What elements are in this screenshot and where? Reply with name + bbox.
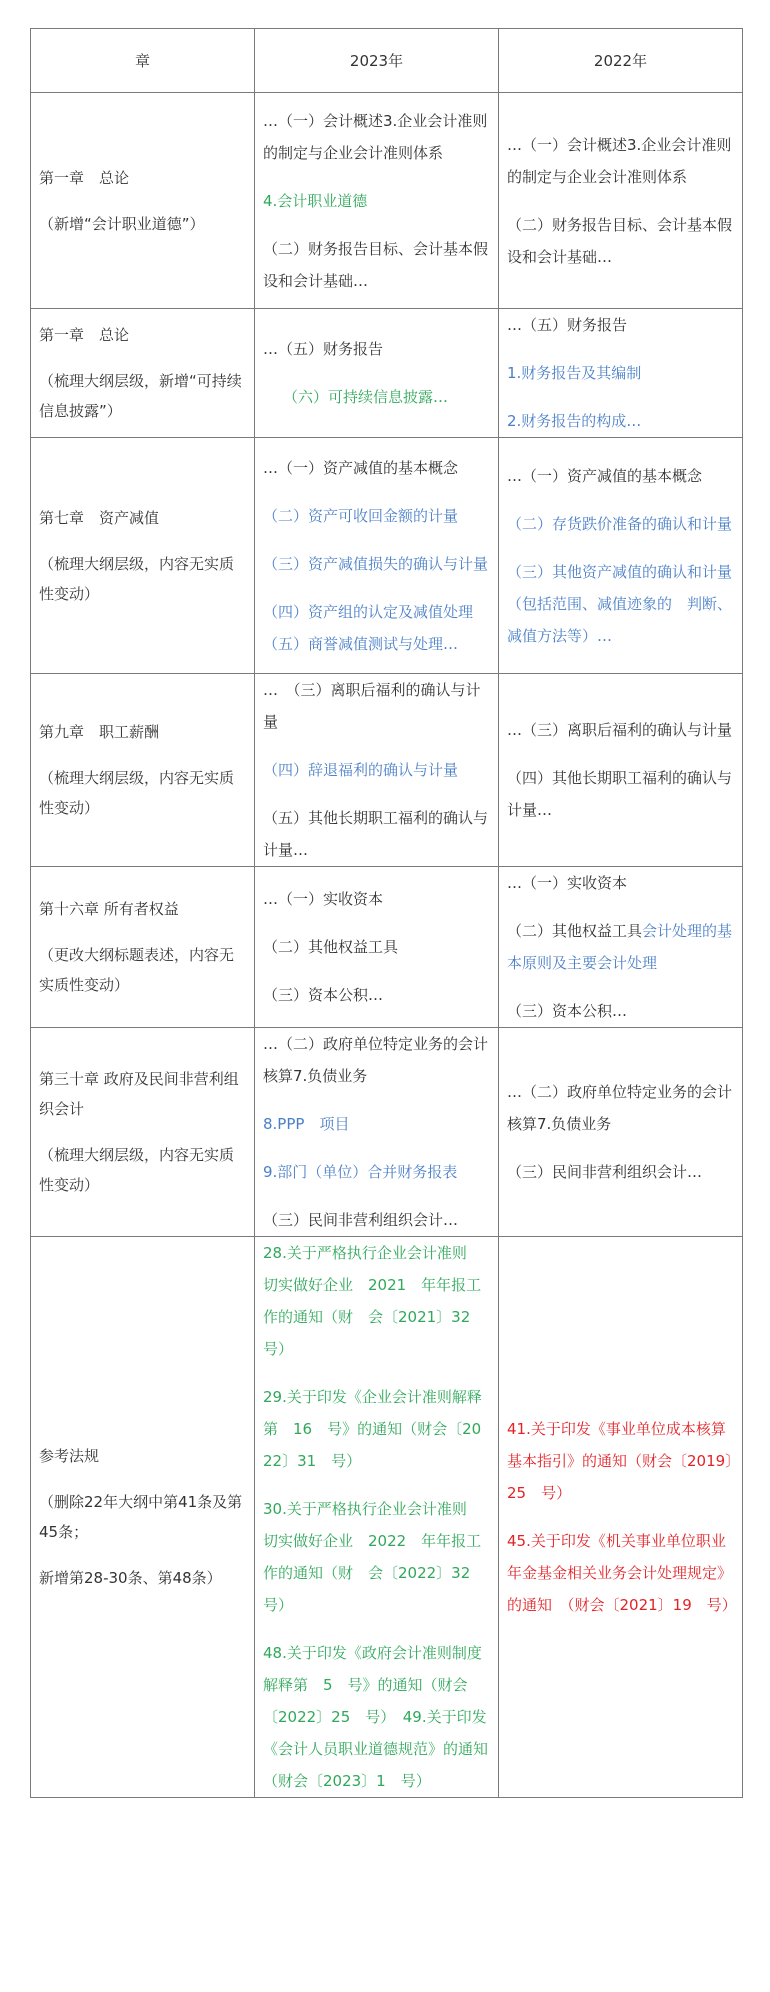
table-row [31,1237,743,1798]
chapter-cell [31,93,255,309]
spacer [39,1124,246,1140]
table-row [31,867,743,1028]
outline-item: 48.关于印发《政府会计准则制度解释第 5 号》的通知（财会〔2022〕25 号） 49.关于印发《会计人员职业道德规范》的通知（财会〔2023〕1 号） [263,1644,489,1790]
cell-2023 [255,93,499,309]
spacer [507,193,734,209]
chapter-note: （删除22年大纲中第41条及第45条； [39,1493,243,1541]
chapter-title: 第七章 资产减值 [39,508,160,527]
chapter-title: 第十六章 所有者权益 [39,900,179,918]
cell-2022 [499,93,743,309]
outline-item: （四）辞退福利的确认与计量 [263,761,459,779]
chapter-note: （更改大纲标题表述，内容无实质性变动） [39,946,235,994]
spacer [263,963,490,979]
chapter-cell [31,438,255,674]
outline-item: 28.关于严格执行企业会计准则 切实做好企业 2021 年年报工作的通知（财 会〔2021〕32 号） [263,1244,486,1358]
header-row [31,29,743,93]
outline-item-plain: （二）其他权益工具 [507,922,643,940]
header-chapter: 章 [31,29,255,93]
chapter-title: 第一章 总论 [39,326,130,344]
outline-item: …（五）财务报告 [263,340,384,358]
outline-item-highlight: 会计处理的基本原则及主要会计处理 [507,922,733,972]
outline-item: （三）其他资产减值的确认和计量（包括范围、减值迹象的 判断、减值方法等）… [507,562,733,645]
outline-item: …（一）资产减值的基本概念 [263,458,459,477]
outline-item: 29.关于印发《企业会计准则解释第 16 号》的通知（财会〔2022〕31 号） [263,1388,482,1470]
table-row [31,1028,743,1237]
outline-item: （二）其他权益工具 [263,938,399,956]
outline-item: …（三）离职后福利的确认与计量 [507,721,733,739]
spacer [39,1547,246,1563]
chapter-note: （梳理大纲层级，内容无实质性变动） [39,769,235,817]
spacer [39,747,246,763]
outline-item: （二）资产可收回金额的计量 [263,506,459,525]
spacer [507,1509,734,1525]
chapter-note: （梳理大纲层级，内容无实质性变动） [39,1146,235,1194]
outline-item: （六）可持续信息披露… [283,388,449,406]
spacer [263,169,490,185]
outline-item: …（一）实收资本 [507,874,628,892]
chapter-note: （新增“会计职业道德”） [39,214,205,233]
spacer [263,580,490,596]
outline-item: …（一）实收资本 [263,890,384,908]
chapter-title: 第九章 职工薪酬 [39,723,160,741]
outline-item: （二）财务报告目标、会计基本假设和会计基础… [263,239,489,290]
outline-item: （二）财务报告目标、会计基本假设和会计基础… [507,215,733,266]
spacer [263,1140,490,1156]
table-row [31,438,743,674]
cell-2022 [499,309,743,438]
outline-item: 8.PPP 项目 [263,1115,350,1133]
outline-item: （四）其他长期职工福利的确认与计量… [507,769,733,819]
spacer [263,786,490,802]
spacer [39,533,246,549]
cell-2023 [255,1028,499,1237]
cell-2023 [255,438,499,674]
chapter-title: 第三十章 政府及民间非营利组织会计 [39,1070,239,1118]
outline-item: …（一）资产减值的基本概念 [507,466,703,485]
chapter-note: （梳理大纲层级，内容无实质性变动） [39,554,235,603]
outline-item: …（一）会计概述3.企业会计准则的制定与企业会计准则体系 [507,135,732,186]
chapter-cell [31,1237,255,1798]
outline-item: … （三）离职后福利的确认与计量 [263,681,481,731]
spacer [263,1092,490,1108]
spacer [507,979,734,995]
outline-item: 45.关于印发《机关事业单位职业年金基金相关业务会计处理规定》的通知 （财会〔2021〕19 号） [507,1532,737,1614]
cell-2023 [255,867,499,1028]
outline-item: 4.会计职业道德 [263,191,368,210]
spacer [507,492,734,508]
outline-item: （三）资本公积… [507,1002,628,1020]
header-2022: 2022年 [499,29,743,93]
table-row [31,674,743,867]
spacer [263,1365,490,1381]
chapter-cell [31,674,255,867]
outline-item: （三）资本公积… [263,986,384,1004]
outline-item: …（二）政府单位特定业务的会计核算7.负债业务 [507,1083,733,1133]
outline-item: （四）资产组的认定及减值处理 （五）商誉减值测试与处理… [263,602,489,653]
outline-item: 41.关于印发《事业单位成本核算基本指引》的通知（财会〔2019〕25 号） [507,1420,733,1502]
cell-2023 [255,674,499,867]
chapter-cell [31,309,255,438]
cell-2022 [499,438,743,674]
outline-item: （五）其他长期职工福利的确认与计量… [263,809,489,859]
spacer [507,341,734,357]
outline-item: 2.财务报告的构成… [507,412,642,430]
outline-item: 9.部门（单位）合并财务报表 [263,1163,458,1181]
spacer [263,1477,490,1493]
spacer [507,540,734,556]
spacer [39,350,246,366]
cell-2022 [499,674,743,867]
chapter-note: 新增第28-30条、第48条） [39,1569,222,1587]
outline-item: （三）民间非营利组织会计… [507,1163,703,1181]
cell-2023 [255,309,499,438]
cell-2022 [499,1028,743,1237]
outline-item [507,915,734,979]
spacer [263,365,490,381]
chapter-cell [31,1028,255,1237]
spacer [263,915,490,931]
chapter-cell [31,867,255,1028]
outline-item: 30.关于严格执行企业会计准则 切实做好企业 2022 年年报工作的通知（财 会〔2022〕32 号） [263,1500,486,1614]
cell-2022 [499,1237,743,1798]
outline-item: 1.财务报告及其编制 [507,364,642,382]
spacer [263,217,490,233]
cell-2022 [499,867,743,1028]
table-row [31,93,743,309]
spacer [263,738,490,754]
outline-item: …（五）财务报告 [507,316,628,334]
spacer [507,389,734,405]
chapter-note: （梳理大纲层级，新增“可持续信息披露”） [39,372,242,420]
outline-item: （三）资产减值损失的确认与计量 [263,554,489,573]
spacer [39,1471,246,1487]
spacer [507,1140,734,1156]
outline-item: （二）存货跌价准备的确认和计量 [507,514,733,533]
spacer [507,899,734,915]
cell-2023 [255,1237,499,1798]
header-2023: 2023年 [255,29,499,93]
outline-item: …（二）政府单位特定业务的会计核算7.负债业务 [263,1035,489,1085]
table-row [31,309,743,438]
spacer [263,1188,490,1204]
spacer [39,924,246,940]
spacer [263,532,490,548]
spacer [263,1621,490,1637]
spacer [263,484,490,500]
chapter-title: 参考法规 [39,1447,100,1465]
chapter-title: 第一章 总论 [39,168,130,187]
syllabus-comparison-table [30,28,743,1798]
spacer [507,746,734,762]
spacer [39,193,246,209]
outline-item: …（一）会计概述3.企业会计准则的制定与企业会计准则体系 [263,111,488,162]
outline-item: （三）民间非营利组织会计… [263,1211,459,1229]
